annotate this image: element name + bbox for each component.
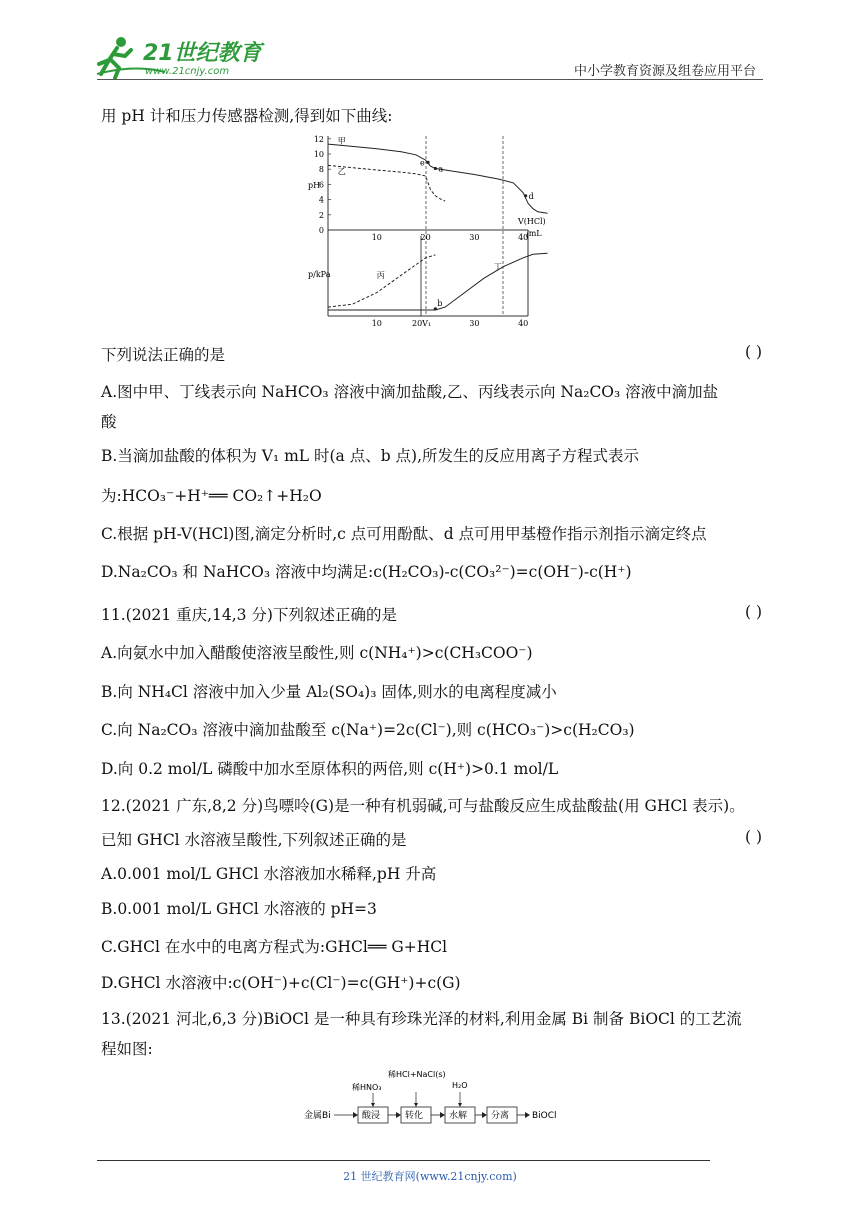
- question-line: 下列说法正确的是: [101, 346, 226, 364]
- question-line: B.向 NH₄Cl 溶液中加入少量 Al₂(SO₄)₃ 固体,则水的电离程度减小: [101, 683, 557, 701]
- question-line: 程如图:: [101, 1040, 153, 1058]
- logo-text: 21世纪教育: [143, 41, 262, 66]
- question-line: 11.(2021 重庆,14,3 分)下列叙述正确的是: [101, 606, 397, 624]
- platform-name: 中小学教育资源及组卷应用平台: [573, 64, 756, 79]
- point-label: a: [438, 164, 444, 174]
- xtick-label: 40: [518, 233, 529, 242]
- footer-text: 21 世纪教育网(www.21cnjy.com): [343, 1170, 517, 1183]
- point-label: e: [420, 158, 425, 168]
- flow-reagent: H₂O: [452, 1081, 468, 1090]
- flow-step: 酸浸: [362, 1111, 381, 1121]
- question-line: C.向 Na₂CO₃ 溶液中滴加盐酸至 c(Na⁺)=2c(Cl⁻),则 c(HCO₃⁻)>c(H₂CO₃): [101, 721, 635, 739]
- x-axis-label: V(HCl): [518, 217, 546, 226]
- ytick-label: 0: [318, 226, 324, 235]
- flow-step: 分离: [491, 1111, 510, 1121]
- y-axis-label: pH: [308, 181, 321, 190]
- flow-step: 水解: [449, 1111, 468, 1121]
- intro-text: 用 pH 计和压力传感器检测,得到如下曲线:: [101, 107, 393, 125]
- xtick-label: 30: [469, 233, 480, 242]
- y-axis-label: p/kPa: [308, 270, 331, 279]
- question-line: A.向氨水中加入醋酸使溶液呈酸性,则 c(NH₄⁺)>c(CH₃COO⁻): [101, 644, 533, 662]
- question-line: A.0.001 mol/L GHCl 水溶液加水稀释,pH 升高: [101, 865, 437, 883]
- xtick-label: 40: [518, 319, 529, 328]
- ytick-label: 12: [313, 134, 324, 144]
- ytick-label: 10: [313, 150, 324, 159]
- series-label: 乙: [337, 166, 346, 176]
- ph-pressure-chart: [304, 128, 548, 328]
- series-label: 丙: [376, 271, 385, 281]
- point-label: b: [437, 298, 443, 308]
- series-label: 甲: [337, 136, 346, 146]
- logo-url: www.21cnjy.com: [145, 66, 230, 77]
- question-line: D.向 0.2 mol/L 磷酸中加水至原体积的两倍,则 c(H⁺)>0.1 mol/L: [101, 760, 559, 778]
- flow-start: 金属Bi: [304, 1111, 331, 1121]
- question-line: 13.(2021 河北,6,3 分)BiOCl 是一种具有珍珠光泽的材料,利用金属 Bi 制备 BiOCl 的工艺流: [101, 1010, 742, 1028]
- answer-bracket: ( ): [744, 343, 762, 361]
- answer-bracket: ( ): [744, 603, 762, 621]
- xtick-label: 10: [371, 233, 382, 242]
- series-line: [328, 144, 548, 213]
- question-line: D.GHCl 水溶液中:c(OH⁻)+c(Cl⁻)=c(GH⁺)+c(G): [101, 974, 461, 992]
- question-line: 酸: [101, 413, 117, 431]
- series-line: [328, 255, 435, 307]
- question-line: 为:HCO₃⁻+H⁺══ CO₂↑+H₂O: [101, 487, 322, 505]
- question-line: C.GHCl 在水中的电离方程式为:GHCl══ G+HCl: [101, 938, 448, 956]
- point-label: d: [528, 191, 534, 201]
- question-line: B.0.001 mol/L GHCl 水溶液的 pH=3: [101, 900, 377, 918]
- flow-reagent: 稀HCl+NaCl(s): [388, 1070, 446, 1079]
- ytick-label: 6: [318, 180, 324, 190]
- footer-divider: [97, 1160, 710, 1161]
- answer-bracket: ( ): [744, 828, 762, 846]
- data-point: [434, 167, 437, 170]
- question-line: B.当滴加盐酸的体积为 V₁ mL 时(a 点、b 点),所发生的反应用离子方程式表示: [101, 447, 640, 465]
- data-point: [426, 161, 429, 164]
- process-flow-diagram: [300, 1068, 570, 1132]
- question-line: C.根据 pH-V(HCl)图,滴定分析时,c 点可用酚酞、d 点可用甲基橙作指示剂指示滴定终点: [101, 525, 707, 543]
- ytick-label: 4: [318, 195, 324, 205]
- question-line: 12.(2021 广东,8,2 分)鸟嘌呤(G)是一种有机弱碱,可与盐酸反应生成盐酸盐(用 GHCl 表示)。: [101, 797, 745, 815]
- header-divider: [97, 79, 763, 80]
- series-label: 丁: [493, 262, 502, 272]
- flow-step: 转化: [405, 1111, 424, 1121]
- question-line: 已知 GHCl 水溶液呈酸性,下列叙述正确的是: [101, 831, 407, 849]
- x-axis-unit: /mL: [526, 229, 542, 238]
- xtick-label: 20V₁: [412, 319, 432, 328]
- question-line: A.图中甲、丁线表示向 NaHCO₃ 溶液中滴加盐酸,乙、丙线表示向 Na₂CO₃ 溶液中滴加盐: [101, 383, 719, 401]
- ytick-label: 2: [318, 210, 324, 220]
- ytick-label: 8: [318, 165, 324, 175]
- data-point: [524, 194, 527, 197]
- site-logo: [95, 34, 265, 80]
- flow-end: BiOCl: [532, 1111, 557, 1121]
- xtick-label: 10: [371, 319, 382, 328]
- flow-reagent: 稀HNO₃: [352, 1083, 382, 1092]
- xtick-label: 30: [469, 319, 480, 328]
- xtick-label: 20: [420, 233, 431, 242]
- question-line: D.Na₂CO₃ 和 NaHCO₃ 溶液中均满足:c(H₂CO₃)-c(CO₃²⁻)=c(OH⁻)-c(H⁺): [101, 563, 632, 581]
